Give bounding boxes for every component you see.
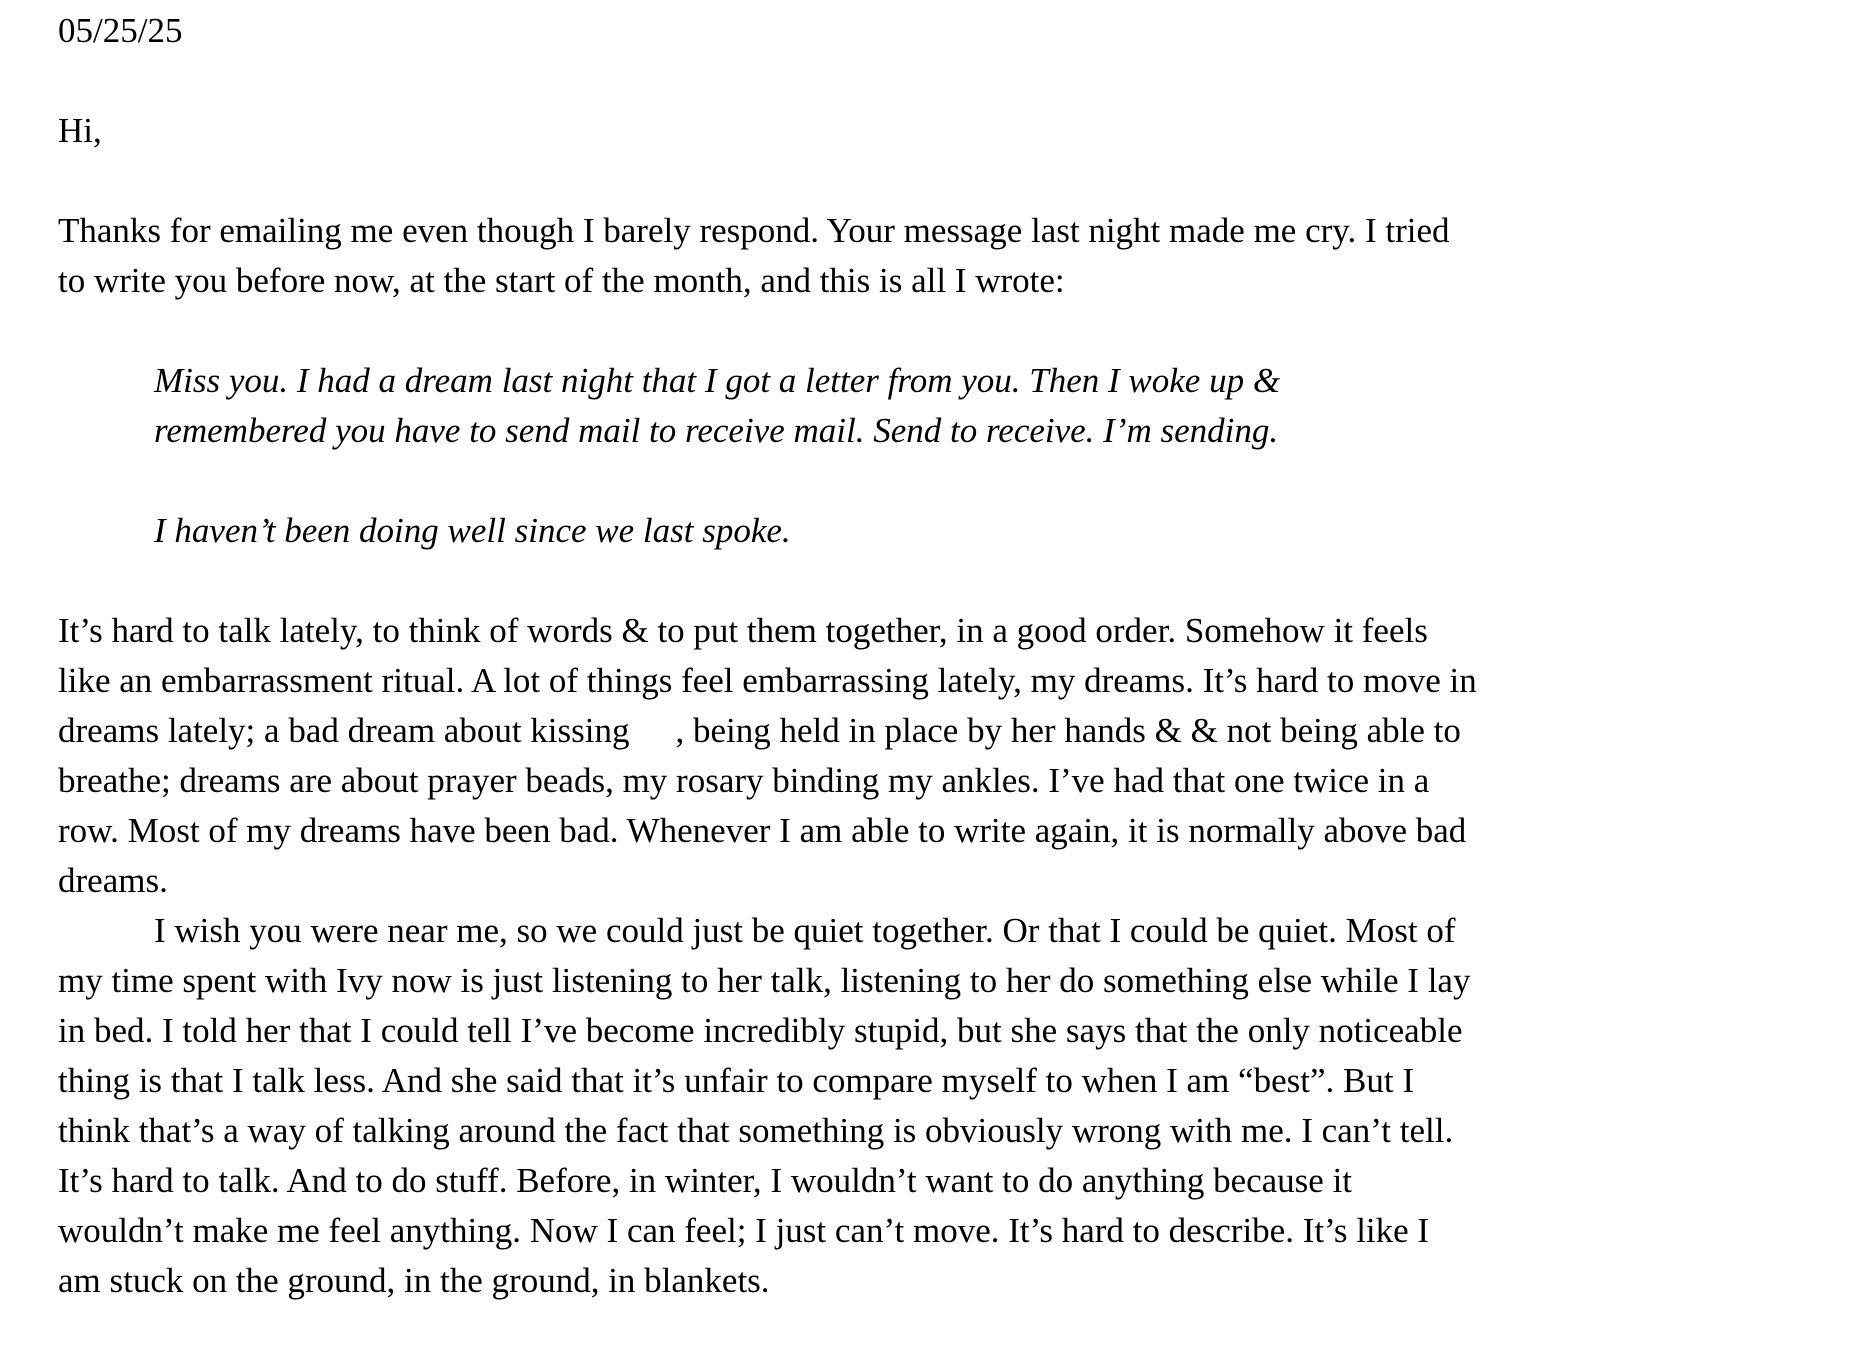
quoted-paragraph-2: I haven’t been doing well since we last spoke. [154, 511, 791, 550]
paragraph-gap [58, 456, 1478, 506]
quoted-paragraph-1: Miss you. I had a dream last night that I got a letter from you. Then I woke up & remembered you have to send mail to receive mail. Send to receive. I’m sending. [154, 361, 1281, 450]
letter-document [58, 6, 1478, 1306]
body-paragraph-2: I wish you were near me, so we could just be quiet together. Or that I could be quiet. Most of my time spent with Ivy now is just listening to her talk, listening to her do something else while I lay in bed. I told her that I could tell I’ve become incredibly stupid, but she says that the only noticeable thing is that I talk less. And she said that it’s unfair to compare myself to when I am “best”. But I think that’s a way of talking around the fact that something is obviously wrong with me. I can’t tell. It’s hard to talk. And to do stuff. Before, in winter, I wouldn’t want to do anything because it wouldn’t make me feel anything. Now I can feel; I just can’t move. It’s hard to describe. It’s like I am stuck on the ground, in the ground, in blankets. [58, 911, 1471, 1300]
paragraph-gap [58, 306, 1478, 356]
intro-paragraph: Thanks for emailing me even though I barely respond. Your message last night made me cry. I tried to write you before now, at the start of the month, and this is all I wrote: [58, 211, 1450, 300]
letter-date: 05/25/25 [58, 11, 183, 50]
body-paragraph-1 [58, 606, 1478, 906]
paragraph-gap [58, 556, 1478, 606]
letter-greeting: Hi, [58, 111, 102, 150]
body-paragraph-1-part-a: It’s hard to talk lately, to think of words & to put them together, in a good order. Somehow it feels like an embarrassment ritual. A lot of things feel embarrassing lately, my dreams. It’s hard to move in dreams lately; a bad dream about kissing [58, 611, 1477, 750]
body-paragraph-1-part-b: , being held in place by her hands & & not being able to breathe; dreams are about prayer beads, my rosary binding my ankles. I’ve had that one twice in a row. Most of my dreams have been bad. Whenever I am able to write again, it is normally above bad dreams. [58, 711, 1467, 900]
